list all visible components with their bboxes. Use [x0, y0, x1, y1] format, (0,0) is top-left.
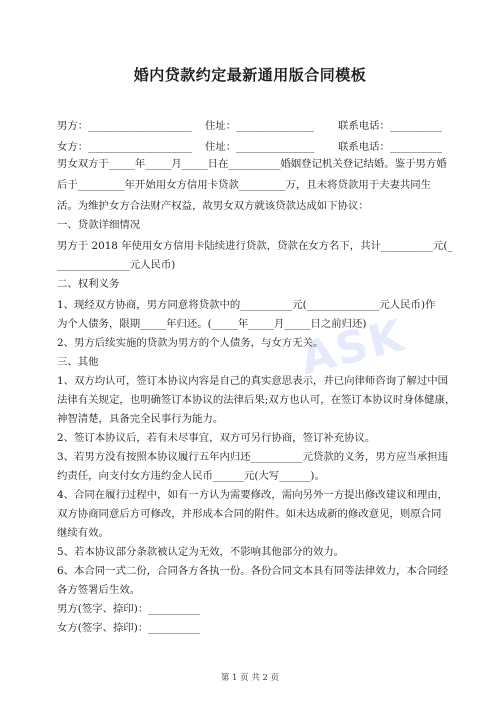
other-line-8: 双方协商同意后方可修改，并形成本合同的附件。如未达成新的修改意见，则原合同 [57, 508, 442, 520]
other-line-9: 继续有效。 [57, 527, 109, 539]
rights-line-2: 为个人债务，限期_____年归还。(_____年_____月_____日之前归还) [57, 318, 367, 330]
other-line-6: 约责任，向支付女方违约金人民币______元(大写______)。 [57, 470, 325, 482]
female-phone-field: 联系电话：__________ [338, 141, 442, 153]
male-name-field: 男方：____________________ [57, 120, 193, 132]
female-address-field: 住址：_______________ [205, 141, 315, 153]
page-footer: 第 1 页 共 2 页 [220, 673, 280, 683]
other-line-2: 法律有关规定，也明确签订本协议的法律后果;双方也认可，在签订本协议时身体健康， [57, 394, 456, 406]
other-line-10: 5、若本协议部分条款被认定为无效，不影响其他部分的效力。 [57, 546, 345, 558]
male-signature-line: 男方(签字、捺印)：__________ [57, 603, 201, 615]
intro-line-3: 活。为维护女方合法财产权益，故男女双方就该贷款达成如下协议： [57, 200, 369, 212]
female-name-field: 女方：____________________ [57, 141, 193, 153]
other-line-12: 各方签署后生效。 [57, 584, 141, 596]
section-heading-1: 一、贷款详细情况 [57, 219, 141, 231]
section-heading-2: 二、权利义务 [57, 278, 120, 290]
intro-line-2: 后于_________年开始用女方信用卡贷款_________万，且未将贷款用于夫妻共同生 [57, 179, 432, 191]
other-line-11: 6、本合同一式二份，合同各方各执一份。各份合同文本具有同等法律效力，本合同经 [57, 565, 449, 577]
section-heading-3: 三、其他 [57, 356, 99, 368]
other-line-4: 2、签订本协议后，若有未尽事宜，双方可另行协商，签订补充协议。 [57, 432, 376, 444]
loan-detail-line-2: ______________元人民币) [57, 259, 176, 271]
watermark: ASK [295, 309, 411, 386]
other-line-1: 1、双方均认可，签订本协议内容是自己的真实意思表示，并已向律师咨询了解过中国 [57, 375, 449, 387]
rights-line-1: 1、现经双方协商，男方同意将贷款中的__________元(______________元人民币)作 [57, 299, 436, 311]
document-title: 婚内贷款约定最新通用版合同模板 [133, 66, 367, 84]
other-line-7: 4、合同在履行过程中，如有一方认为需要修改，需向另外一方提出修改建议和理由， [57, 489, 449, 501]
male-phone-field: 联系电话：__________ [338, 120, 442, 132]
male-address-field: 住址：_______________ [205, 120, 315, 132]
other-line-5: 3、若男方没有按照本协议履行五年内归还__________元贷款的义务，男方应当承担违 [57, 451, 449, 463]
intro-line-1: 男女双方于_____年_____月_____日在__________婚姻登记机关登记结婚。鉴于男方婚 [57, 158, 447, 170]
loan-detail-line-1: 男方于 2018 年使用女方信用卡陆续进行贷款，贷款在女方名下，共计__________元(_ [57, 240, 453, 252]
other-line-3: 神智清楚，具备完全民事行为能力。 [57, 413, 224, 425]
female-signature-line: 女方(签字、捺印)：__________ [57, 622, 201, 634]
rights-line-3: 2、男方后续实施的贷款为男方的个人债务，与女方无关。 [57, 337, 324, 349]
